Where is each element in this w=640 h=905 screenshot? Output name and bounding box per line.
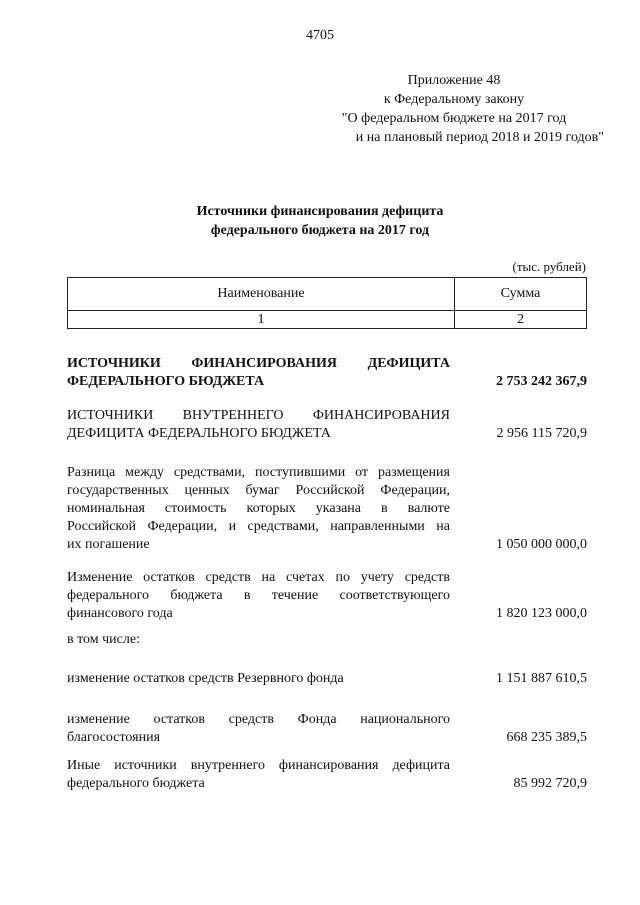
row-sum: 2 956 115 720,9 [496,426,587,441]
table-row [67,757,587,793]
row-name-line: федерального бюджета в течение соответствующего [67,588,450,603]
page-number: 4705 [306,28,334,43]
row-name [67,407,450,443]
row-name-line: ФЕДЕРАЛЬНОГО БЮДЖЕТА [67,374,265,389]
appendix-line-3: "О федеральном бюджете на 2017 год [341,111,567,126]
row-name-line: федерального бюджета [67,776,205,791]
row-name-line: Российской Федерации, и средствами, направленными на [67,519,450,534]
row-name [67,464,450,554]
row-name-line: ИСТОЧНИКИ ФИНАНСИРОВАНИЯ ДЕФИЦИТА [67,356,450,371]
row-name-line: ДЕФИЦИТА ФЕДЕРАЛЬНОГО БЮДЖЕТА [67,426,331,441]
row-sum: 2 753 242 367,9 [496,374,587,389]
row-name [67,569,450,623]
header-name: Наименование [68,278,455,311]
row-sum: 1 820 123 000,0 [496,606,587,621]
title-line-1: Источники финансирования дефицита [196,204,444,219]
row-name-line: их погашение [67,537,150,552]
units-label: (тыс. рублей) [512,259,586,274]
row-name-line: ИСТОЧНИКИ ВНУТРЕННЕГО ФИНАНСИРОВАНИЯ [67,408,450,423]
row-name [67,631,450,649]
row-name-line: государственных ценных бумаг Российской Федерации, [67,483,450,498]
document-title [0,202,640,240]
table-row [67,464,587,554]
header-sum: Сумма [455,278,587,311]
table-row [67,711,587,747]
table-row [67,670,587,688]
row-sum: 1 151 887 610,5 [496,671,587,686]
row-name [67,757,450,793]
row-name [67,355,450,391]
table-row [67,631,587,649]
appendix-line-1: Приложение 48 [407,73,501,88]
row-name [67,670,450,688]
row-name-line: в том числе: [67,632,140,647]
appendix-note [304,71,604,147]
row-name-line: благосостояния [67,730,161,745]
row-name-line: изменение остатков средств Фонда национального [67,712,450,727]
row-name-line: номинальная стоимость которых указана в валюте [67,501,450,516]
table-row [67,355,587,391]
row-sum: 668 235 389,5 [506,730,587,745]
appendix-line-2: к Федеральному закону [383,92,525,107]
row-name-line: изменение остатков средств Резервного фонда [67,671,344,686]
row-name-line: Иные источники внутреннего финансирования дефицита [67,758,450,773]
row-sum: 85 992 720,9 [513,776,587,791]
table-header [67,277,587,329]
row-name-line: финансового года [67,606,173,621]
appendix-line-4: и на плановый период 2018 и 2019 годов" [355,130,604,145]
row-name-line: Изменение остатков средств на счетах по учету средств [67,570,450,585]
row-name-line: Разница между средствами, поступившими от размещения [67,465,450,480]
row-sum: 1 050 000 000,0 [496,537,587,552]
title-line-2: федерального бюджета на 2017 год [210,223,430,238]
table-row [67,569,587,623]
header-num-1: 1 [68,311,455,329]
row-name [67,711,450,747]
header-num-2: 2 [455,311,587,329]
table-row [67,407,587,443]
